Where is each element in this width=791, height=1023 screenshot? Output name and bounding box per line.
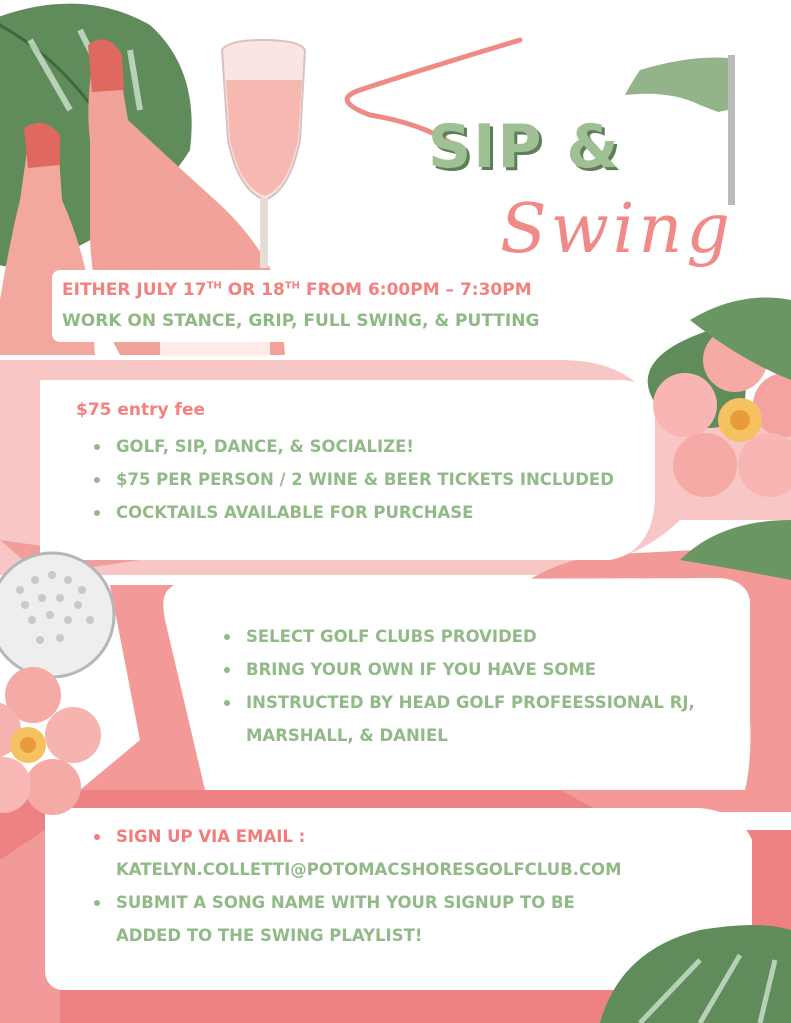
signup-email[interactable]: KATELYN.COLLETTI@POTOMACSHORESGOLFCLUB.COM [116, 860, 622, 879]
list-item: BRING YOUR OWN IF YOU HAVE SOME [222, 653, 695, 686]
list-item: INSTRUCTED BY HEAD GOLF PROFEESSIONAL RJ, [222, 686, 695, 719]
section2-list [222, 620, 695, 752]
list-item: $75 PER PERSON / 2 WINE & BEER TICKETS INCLUDED [92, 463, 614, 496]
time-range: FROM 6:00PM – 7:30PM [300, 280, 532, 300]
entry-fee: $75 entry fee [76, 400, 206, 420]
song-line-2: ADDED TO THE SWING PLAYLIST! [116, 926, 423, 945]
ordinal-suffix-2: TH [284, 280, 301, 292]
ordinal-suffix-1: TH [206, 280, 222, 292]
title-sip: SIP & [428, 112, 621, 182]
signup-item [92, 820, 622, 886]
date-prefix: EITHER JULY 17 [62, 280, 207, 300]
title-swing: Swing [500, 190, 734, 269]
event-dates [62, 280, 532, 300]
golf-ball [0, 553, 114, 677]
list-item: COCKTAILS AVAILABLE FOR PURCHASE [92, 496, 614, 529]
lesson-focus: WORK ON STANCE, GRIP, FULL SWING, & PUTTING [62, 311, 540, 331]
section3-list [92, 820, 622, 952]
song-line-1: SUBMIT A SONG NAME WITH YOUR SIGNUP TO BE [116, 893, 575, 912]
song-item [92, 886, 622, 952]
golf-flag [625, 55, 735, 205]
list-item: SELECT GOLF CLUBS PROVIDED [222, 620, 695, 653]
list-item: GOLF, SIP, DANCE, & SOCIALIZE! [92, 430, 614, 463]
date-mid: OR 18 [221, 280, 285, 300]
list-item-continuation: MARSHALL, & DANIEL [246, 726, 448, 745]
signup-label: SIGN UP VIA EMAIL : [116, 827, 306, 846]
section1-list [92, 430, 614, 529]
